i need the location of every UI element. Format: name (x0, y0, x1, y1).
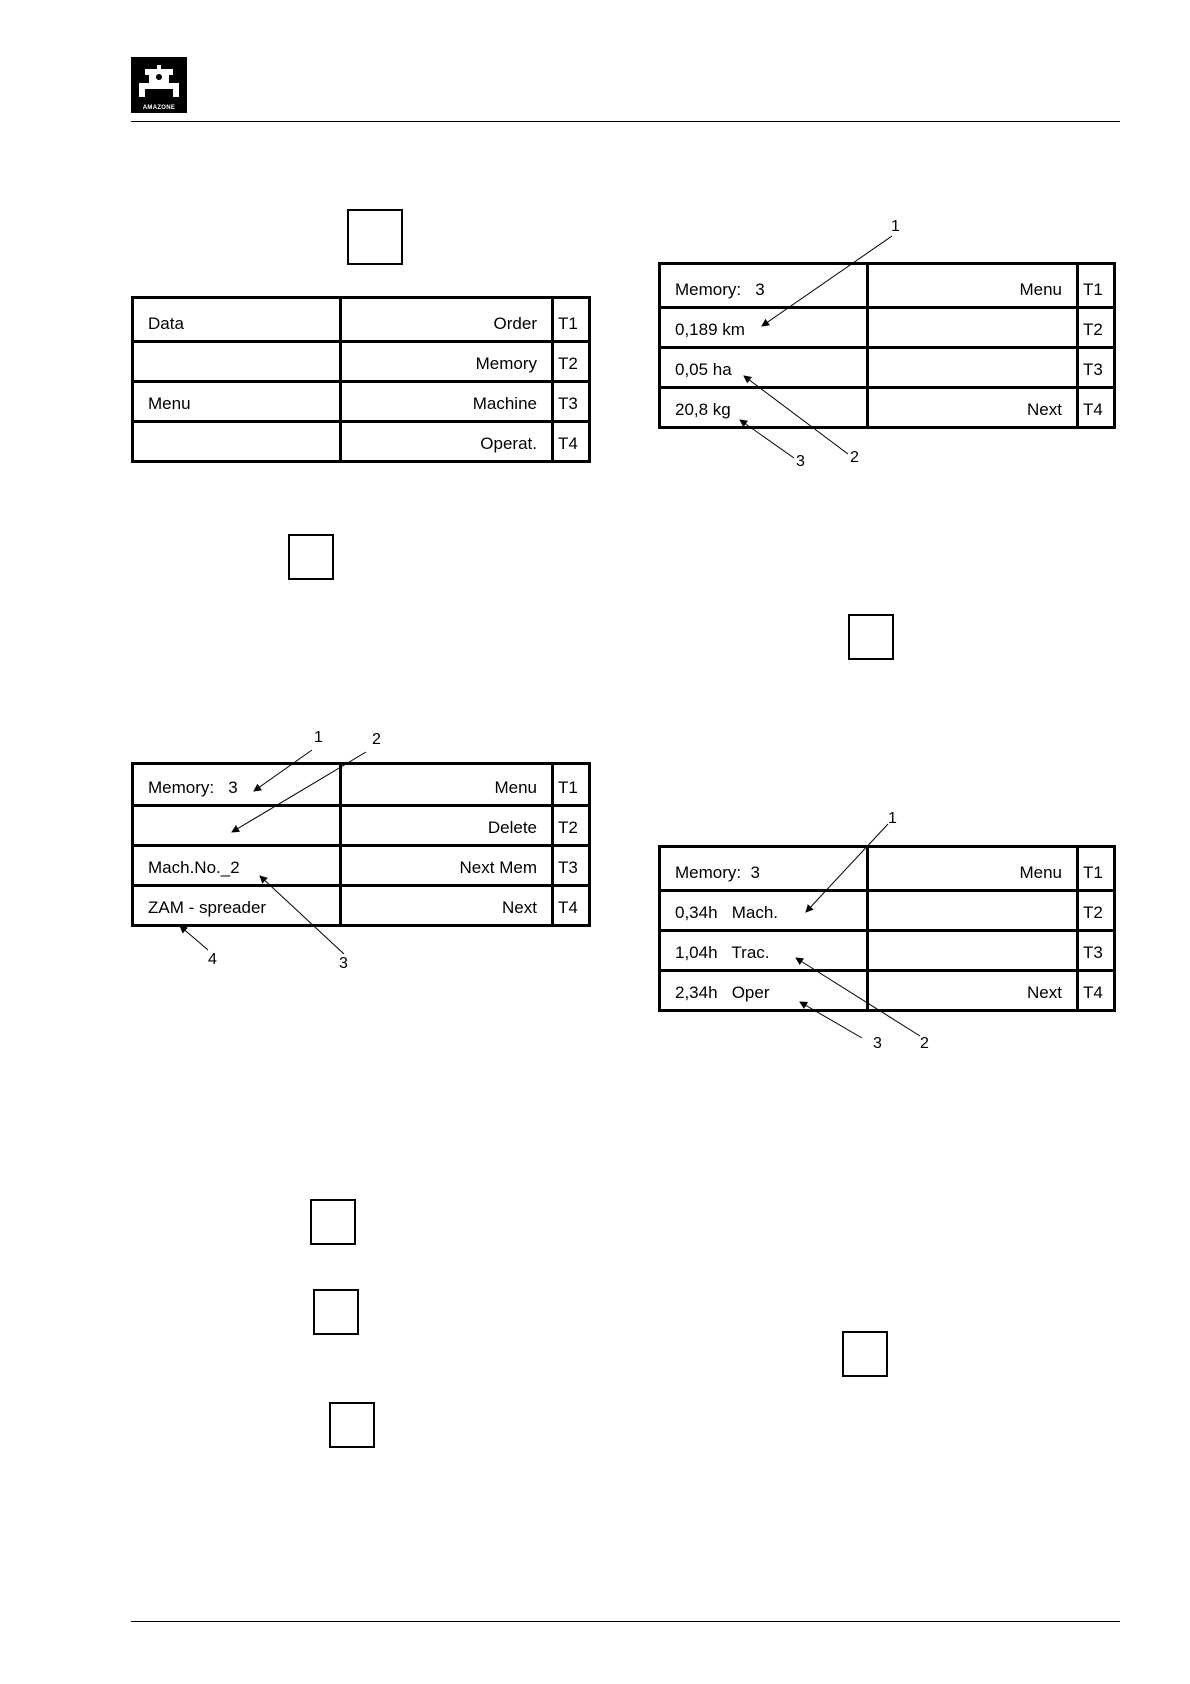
callout-line-3 (740, 420, 794, 458)
key-label[interactable]: T4 (1078, 971, 1115, 1011)
key-label[interactable]: T4 (1078, 388, 1115, 428)
callout-number: 1 (891, 218, 900, 235)
logo-text: AMAZONE (142, 105, 176, 111)
softkey-label-delete[interactable]: Delete (341, 806, 553, 846)
row-left-text: 1,04h Trac. (660, 931, 868, 971)
row-left-text: Memory: 3 (133, 764, 341, 806)
softkey-label-next[interactable]: Next (341, 886, 553, 926)
key-label[interactable]: T3 (553, 846, 590, 886)
callout-number: 3 (873, 1035, 882, 1052)
callout-number: 2 (920, 1035, 929, 1052)
softkey-label-memory[interactable]: Memory (341, 342, 553, 382)
row-left-text: ZAM - spreader (133, 886, 341, 926)
row-left-text: 20,8 kg (660, 388, 868, 428)
callout-number: 3 (796, 453, 805, 470)
row-left-text: Menu (133, 382, 341, 422)
key-label[interactable]: T1 (553, 764, 590, 806)
row-left-text: 0,189 km (660, 308, 868, 348)
callout-line-2 (744, 376, 848, 454)
softkey-label-operat[interactable]: Operat. (341, 422, 553, 462)
key-label[interactable]: T2 (553, 806, 590, 846)
key-label[interactable]: T4 (553, 422, 590, 462)
callout-line-1 (254, 750, 312, 791)
softkey-label-next[interactable]: Next (868, 971, 1078, 1011)
row-left-text: Memory: 3 (660, 264, 868, 308)
softkey-label-menu[interactable]: Menu (341, 764, 553, 806)
key-label[interactable]: T1 (553, 298, 590, 342)
row-left-text: 0,05 ha (660, 348, 868, 388)
callout-line-3 (260, 876, 344, 954)
callout-line-1 (806, 824, 888, 912)
softkey-label-order[interactable]: Order (341, 298, 553, 342)
softkey-label-menu[interactable]: Menu (868, 264, 1078, 308)
callout-line-2 (232, 752, 366, 832)
key-label[interactable]: T3 (1078, 348, 1115, 388)
callout-line-2 (796, 958, 920, 1036)
softkey-label-next-mem[interactable]: Next Mem (341, 846, 553, 886)
callout-number: 2 (850, 449, 859, 466)
key-label[interactable]: T2 (1078, 891, 1115, 931)
callout-number: 3 (339, 955, 348, 972)
key-label[interactable]: T1 (1078, 264, 1115, 308)
callout-number: 1 (314, 729, 323, 746)
row-left-text: 0,34h Mach. (660, 891, 868, 931)
key-label[interactable]: T3 (1078, 931, 1115, 971)
key-label[interactable]: T2 (1078, 308, 1115, 348)
row-left-text: Data (133, 298, 341, 342)
key-label[interactable]: T1 (1078, 847, 1115, 891)
row-left-text: Memory: 3 (660, 847, 868, 891)
callout-number: 2 (372, 731, 381, 748)
row-left-text: Mach.No._2 (133, 846, 341, 886)
callout-line-3 (800, 1002, 862, 1038)
callout-line-4 (180, 926, 208, 950)
key-label[interactable]: T3 (553, 382, 590, 422)
callout-line-1 (762, 236, 892, 326)
key-label[interactable]: T4 (553, 886, 590, 926)
callout-number: 1 (888, 810, 897, 827)
callout-number: 4 (208, 951, 217, 968)
row-left-text: 2,34h Oper (660, 971, 868, 1011)
softkey-label-machine[interactable]: Machine (341, 382, 553, 422)
softkey-label-menu[interactable]: Menu (868, 847, 1078, 891)
softkey-label-next[interactable]: Next (868, 388, 1078, 428)
key-label[interactable]: T2 (553, 342, 590, 382)
